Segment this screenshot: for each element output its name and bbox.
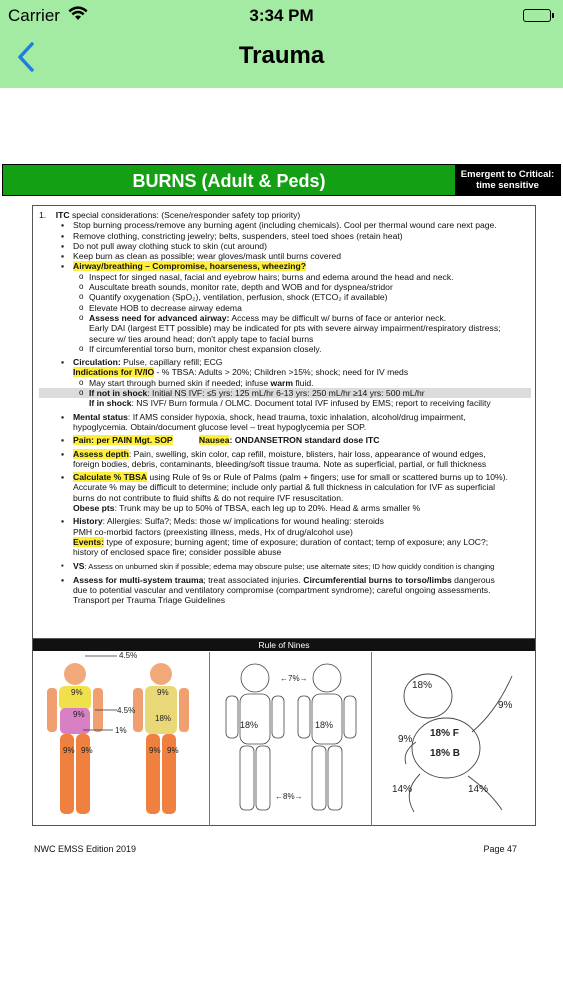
tbsa-text: Accurate % may be difficult to determine; include only partial & full thickness in calculation for IVF as superficial (73, 482, 496, 493)
itc-heading: 1. ITC special considerations: (Scene/responder safety top priority) (39, 210, 301, 220)
list-item: o If circumferential torso burn, monitor chest expansion closely. (39, 344, 531, 354)
mental-status-item: ▪ Mental status: If AMS consider hypoxia, shock, head trauma, toxic inhalation, alcohol/drug impairment, (39, 412, 531, 422)
list-item: o May start through burned skin if needed; infuse warm fluid. (39, 378, 531, 388)
in-shock-row: If in shock: NS IVF/ Burn formula / OLMC. Document total IVF infused by EMS; report to receiving facility (89, 398, 491, 409)
adult-label: 9% (73, 710, 85, 719)
acuity-badge (455, 165, 560, 195)
adult-label: 1% (115, 726, 127, 735)
multi-system-text: due to potential vascular and ventilatory compromise (compartment syndrome); careful ongoing assessments. (73, 585, 491, 596)
child-label: ←8%→ (275, 792, 303, 801)
not-in-shock-row: o If not in shock: Initial NS IVF: ≤5 yrs: 125 mL/hr 6-13 yrs: 250 mL/hr ≥14 yrs: 500 mL/hr (39, 388, 531, 398)
events-text: Events: type of exposure; burning agent; time of exposure; duration of contact; temp of exposure; any LOC?; (73, 536, 489, 547)
rule-of-nines-figure (32, 638, 536, 826)
infant-label: 9% (398, 734, 413, 745)
adult-label: 4.5% (117, 706, 136, 715)
advanced-airway-text: Early DAI (largest ETT possible) may be indicated for pts with severe airway impairment/respiratory distress; (89, 323, 501, 334)
carrier-label: Carrier (8, 6, 60, 25)
child-label: 18% (315, 720, 334, 730)
child-label: 18% (240, 720, 259, 730)
pain-nausea-item: ▪ Pain: per PAIN Mgt. SOP Nausea: ONDANSETRON standard dose ITC (39, 435, 531, 445)
history-text: PMH co-morbid factors (preexisting illness, meds, Hx of drug/alcohol use) (73, 526, 353, 537)
child-figure (210, 652, 372, 826)
multi-system-text: Transport per Trauma Triage Guidelines (73, 595, 226, 606)
acuity-badge-line1: Emergent to Critical: (460, 169, 555, 180)
tbsa-text: burns do not contribute to fluid shifts & do not require IVF resuscitation. (73, 492, 344, 503)
obese-text: Obese pts: Trunk may be up to 50% of TBSA, each leg up to 20%. Head & arms smaller % (73, 503, 421, 514)
document-page (0, 160, 563, 860)
infant-label: 18% B (430, 748, 461, 759)
adult-label: 4.5% (119, 651, 138, 660)
tbsa-item: ▪ Calculate % TBSA using Rule of 9s or Rule of Palms (palm + fingers; use for small or scattered burns up to 10%). (39, 472, 531, 482)
adult-label: 9% (167, 746, 179, 755)
events-text: history of enclosed space fire; consider possible abuse (73, 547, 282, 558)
infant-label: 14% (468, 784, 489, 795)
infant-label: 18% F (430, 728, 459, 739)
protocol-header (2, 164, 561, 196)
mental-status-text: hypoglycemia. Obtain/document glucose level – treat hypoglycemia per SOP. (73, 421, 367, 432)
list-item: o Inspect for singed nasal, facial and eyebrow hairs; burns and edema around the head and neck. (39, 272, 531, 282)
clock: 3:34 PM (249, 6, 314, 25)
acuity-badge-line2: time sensitive (476, 180, 539, 191)
status-bar (0, 4, 563, 26)
list-item: ▪ Remove clothing, constricting jewelry; belts, suspenders, steel toed shoes (retain heat) (39, 231, 531, 241)
infant-label: 14% (392, 784, 413, 795)
adult-label: 9% (81, 746, 93, 755)
list-item: o Quantify oxygenation (SpO₂), ventilation, perfusion, shock (ETCO₂ if available) (39, 292, 531, 302)
infant-body-illustration (372, 652, 536, 826)
adult-figure (33, 652, 210, 826)
rule-of-nines-title: Rule of Nines (33, 639, 535, 651)
history-item: ▪ History: Allergies: Sulfa?; Meds: those w/ implications for wound healing: steroids (39, 516, 531, 526)
list-item: o Auscultate breath sounds, monitor rate, depth and WOB and for dyspnea/stridor (39, 282, 531, 292)
adult-label: 9% (71, 688, 83, 697)
advanced-airway-text: secure w/ ties around head; don't apply tape to facial burns (89, 333, 314, 344)
edition-label: NWC EMSS Edition 2019 (34, 844, 137, 854)
list-item: ▪ Keep burn as clean as possible; wear gloves/mask until burns covered (39, 251, 531, 261)
circulation-item: ▪ Circulation: Pulse, capillary refill; ECG (39, 357, 531, 367)
nav-title: Trauma (238, 42, 325, 69)
adult-label: 9% (63, 746, 75, 755)
multi-system-item: ▪ Assess for multi-system trauma; treat associated injuries. Circumferential burns to torso/limbs dangerous (39, 575, 531, 585)
adult-label: 9% (157, 688, 169, 697)
list-item: o Elevate HOB to decrease airway edema (39, 303, 531, 313)
protocol-title: BURNS (Adult & Peds) (132, 171, 326, 191)
assess-depth-text: foreign bodies, debris, contaminants, bleeding/soft tissue trauma. Note as superficial, partial, or full thickness (73, 458, 487, 469)
battery-icon (523, 9, 551, 22)
list-item: ▪ Do not pull away clothing stuck to skin (cut around) (39, 241, 531, 251)
list-item: ▪ Stop burning process/remove any burning agent (including chemicals). Cool per thermal wound care next page. (39, 220, 531, 230)
navigation-bar (0, 0, 563, 88)
adult-body-illustration (33, 652, 210, 826)
adult-label: 18% (155, 714, 172, 723)
child-label: ←7%→ (280, 674, 308, 683)
infant-label: 18% (412, 680, 433, 691)
iv-indications: Indications for IV/IO - % TBSA: Adults > 20%; Children >15%; shock; need for IV meds (73, 367, 409, 378)
assess-depth-item: ▪ Assess depth: Pain, swelling, skin color, cap refill, moisture, blisters, hair loss, appearance of wound edges, (39, 449, 531, 459)
infant-label: 9% (498, 700, 513, 711)
protocol-content (32, 205, 536, 639)
advanced-airway-item: o Assess need for advanced airway: Access may be difficult w/ burns of face or anterior neck. (39, 313, 531, 323)
airway-heading: ▪ Airway/breathing – Compromise, hoarseness, wheezing? (39, 261, 531, 271)
vs-item: ▪ VS: Assess on unburned skin if possible; edema may obscure pulse; use alternate sites; ID how quickly condition is changing (39, 561, 531, 572)
page-number: Page 47 (483, 844, 517, 854)
adult-label: 9% (149, 746, 161, 755)
infant-figure (372, 652, 536, 826)
